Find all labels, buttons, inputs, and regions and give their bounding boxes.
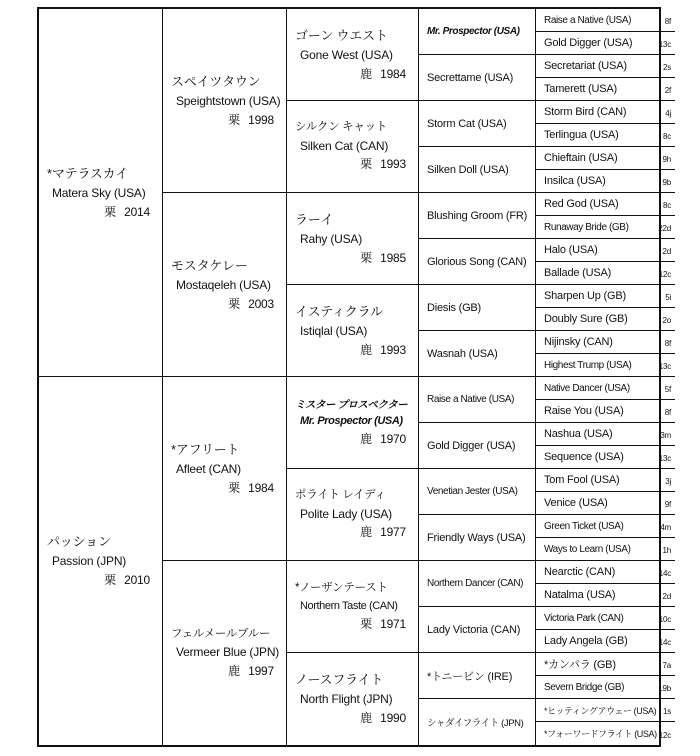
- horse-name-en: Speightstown (USA): [176, 93, 281, 108]
- horse-name: Raise You (USA): [544, 405, 624, 417]
- horse-name: Doubly Sure (GB): [544, 313, 628, 325]
- pedigree-cell-gen5: [536, 722, 675, 745]
- pedigree-cell-gen5: [536, 308, 675, 331]
- family-number: 22d: [658, 224, 672, 233]
- pedigree-cell-gen5: [536, 676, 675, 699]
- pedigree-cell-gen5: [536, 561, 675, 584]
- horse-name: Mr. Prospector (USA): [427, 26, 520, 37]
- pedigree-cell-gen4: [419, 101, 536, 147]
- pedigree-cell-gen5: [536, 101, 675, 124]
- family-number: 19b: [658, 684, 672, 693]
- pedigree-cell-gen5: [536, 124, 675, 147]
- horse-name: Nearctic (CAN): [544, 566, 616, 578]
- pedigree-cell-gen1: [39, 9, 163, 377]
- horse-name: Lady Victoria (CAN): [427, 623, 521, 636]
- family-number: 13c: [658, 362, 672, 371]
- horse-name-en: Matera Sky (USA): [52, 185, 146, 200]
- horse-name-en: Afleet (CAN): [176, 461, 241, 476]
- horse-name: Friendly Ways (USA): [427, 531, 526, 544]
- family-number: 9b: [662, 178, 672, 187]
- horse-name: Storm Cat (USA): [427, 117, 507, 130]
- horse-name: Diesis (GB): [427, 301, 482, 314]
- pedigree-cell-gen4: [419, 377, 536, 423]
- horse-name: Tom Fool (USA): [544, 474, 620, 486]
- horse-name: Tamerett (USA): [544, 83, 617, 95]
- family-number: 9h: [662, 155, 672, 164]
- family-number: 8f: [664, 17, 672, 26]
- pedigree-cell-gen1: [39, 377, 163, 745]
- pedigree-cell-gen5: [536, 239, 675, 262]
- horse-name-en: Northern Taste (CAN): [300, 599, 398, 612]
- horse-name: Storm Bird (CAN): [544, 106, 627, 118]
- family-number: 2f: [664, 86, 672, 95]
- family-number: 7a: [662, 661, 672, 670]
- pedigree-cell-gen2: [163, 561, 287, 745]
- horse-name-kana: *アフリート: [171, 441, 240, 457]
- horse-name: Lady Angela (GB): [544, 635, 628, 647]
- family-number: 8c: [662, 201, 672, 210]
- horse-name: Wasnah (USA): [427, 347, 498, 360]
- pedigree-cell-gen4: [419, 515, 536, 561]
- family-number: 1s: [662, 707, 672, 716]
- horse-name: Natalma (USA): [544, 589, 616, 601]
- pedigree-cell-gen5: [536, 262, 675, 285]
- horse-coat-year: 栗 1984: [228, 480, 274, 495]
- family-number: 4j: [665, 109, 672, 118]
- pedigree-cell-gen4: [419, 9, 536, 55]
- horse-name: Secrettame (USA): [427, 71, 514, 84]
- pedigree-cell-gen4: [419, 607, 536, 653]
- family-number: 8f: [664, 339, 672, 348]
- horse-name-kana: ゴーン ウエスト: [295, 27, 388, 43]
- horse-name: Silken Doll (USA): [427, 163, 509, 176]
- family-number: 5f: [664, 385, 672, 394]
- family-number: 2o: [662, 316, 672, 325]
- horse-name: *カンパラ (GB): [544, 659, 616, 671]
- family-number: 13c: [658, 40, 672, 49]
- pedigree-cell-gen3: [287, 653, 419, 745]
- pedigree-cell-gen5: [536, 630, 675, 653]
- pedigree-cell-gen4: [419, 331, 536, 377]
- horse-name-en: Polite Lady (USA): [300, 506, 392, 521]
- pedigree-cell-gen5: [536, 469, 675, 492]
- horse-name: Chieftain (USA): [544, 152, 618, 164]
- horse-coat-year: 鹿 1993: [360, 342, 406, 357]
- family-number: 3j: [665, 477, 672, 486]
- horse-name-kana: シルクン キャット: [295, 121, 387, 133]
- horse-name-kana: モスタケレー: [171, 257, 248, 273]
- horse-name: *ヒッティングアウェー (USA): [544, 705, 657, 716]
- horse-coat-year: 栗 2003: [228, 296, 274, 311]
- horse-name-kana: イスティクラル: [295, 303, 383, 319]
- horse-coat-year: 栗 1971: [360, 616, 406, 631]
- horse-name-en: Rahy (USA): [300, 231, 363, 246]
- pedigree-cell-gen5: [536, 193, 675, 216]
- horse-coat-year: 鹿 1990: [360, 711, 406, 726]
- family-number: 12c: [658, 730, 672, 740]
- pedigree-cell-gen3: [287, 561, 419, 653]
- pedigree-cell-gen3: [287, 377, 419, 469]
- family-number: 8c: [662, 132, 672, 141]
- pedigree-cell-gen4: [419, 239, 536, 285]
- family-number: 13c: [658, 454, 672, 463]
- pedigree-cell-gen4: [419, 55, 536, 101]
- horse-name: Red God (USA): [544, 198, 619, 210]
- family-number: 14c: [658, 569, 672, 578]
- horse-name: シャダイフライト (JPN): [427, 718, 524, 729]
- family-number: 1h: [662, 546, 672, 555]
- horse-name: Ballade (USA): [544, 267, 612, 279]
- horse-name: Terlingua (USA): [544, 129, 619, 141]
- pedigree-cell-gen5: [536, 32, 675, 55]
- horse-name: Gold Digger (USA): [544, 37, 633, 49]
- horse-name: Highest Trump (USA): [544, 359, 632, 371]
- horse-name: Venice (USA): [544, 497, 608, 509]
- pedigree-cell-gen3: [287, 101, 419, 193]
- pedigree-cell-gen5: [536, 170, 675, 193]
- pedigree-cell-gen5: [536, 515, 675, 538]
- horse-name-kana: *マテラスカイ: [47, 165, 128, 181]
- pedigree-cell-gen3: [287, 9, 419, 101]
- pedigree-cell-gen5: [536, 400, 675, 423]
- pedigree-cell-gen4: [419, 285, 536, 331]
- horse-coat-year: 鹿 1977: [360, 525, 406, 540]
- family-number: 2d: [662, 247, 672, 256]
- horse-coat-year: 栗 1998: [228, 112, 274, 127]
- pedigree-cell-gen5: [536, 446, 675, 469]
- horse-name: Runaway Bride (GB): [544, 221, 629, 233]
- horse-name: *トニービン (IRE): [427, 670, 513, 683]
- pedigree-cell-gen5: [536, 216, 675, 239]
- family-number: 10c: [658, 615, 672, 624]
- horse-name: Severn Bridge (GB): [544, 681, 625, 693]
- pedigree-cell-gen5: [536, 354, 675, 377]
- pedigree-cell-gen5: [536, 377, 675, 400]
- horse-coat-year: 鹿 1997: [228, 663, 274, 678]
- horse-name: Venetian Jester (USA): [427, 486, 518, 497]
- horse-name-kana: ミスター プロスペクター: [295, 398, 408, 411]
- pedigree-cell-gen4: [419, 423, 536, 469]
- horse-coat-year: 栗 1993: [360, 157, 406, 172]
- pedigree-cell-gen5: [536, 285, 675, 308]
- horse-name-en: Gone West (USA): [300, 47, 393, 62]
- family-number: 2s: [662, 63, 672, 72]
- pedigree-cell-gen5: [536, 538, 675, 561]
- horse-coat-year: 鹿 1970: [360, 431, 406, 446]
- horse-name: Native Dancer (USA): [544, 382, 630, 394]
- horse-name: Glorious Song (CAN): [427, 255, 527, 268]
- pedigree-cell-gen5: [536, 607, 675, 630]
- horse-name: Raise a Native (USA): [544, 14, 632, 26]
- horse-name-en: North Flight (JPN): [300, 692, 393, 707]
- pedigree-cell-gen3: [287, 193, 419, 285]
- horse-name-kana: スペイツタウン: [171, 73, 261, 89]
- pedigree-cell-gen4: [419, 699, 536, 745]
- family-number: 2d: [662, 592, 672, 601]
- pedigree-cell-gen4: [419, 561, 536, 607]
- horse-name-en: Mr. Prospector (USA): [300, 414, 403, 427]
- pedigree-cell-gen5: [536, 653, 675, 676]
- horse-coat-year: 栗 1985: [360, 250, 406, 265]
- horse-name: Northern Dancer (CAN): [427, 578, 524, 589]
- pedigree-cell-gen5: [536, 9, 675, 32]
- horse-name: Victoria Park (CAN): [544, 612, 624, 624]
- pedigree-cell-gen5: [536, 423, 675, 446]
- pedigree-cell-gen5: [536, 699, 675, 722]
- horse-name-kana: ポライト レイディ: [295, 489, 386, 501]
- pedigree-cell-gen3: [287, 285, 419, 377]
- horse-name: Nijinsky (CAN): [544, 336, 613, 348]
- horse-name-kana: *ノーザンテースト: [295, 581, 388, 594]
- horse-name-kana: ラーイ: [295, 211, 334, 227]
- horse-name: Ways to Learn (USA): [544, 543, 631, 555]
- horse-name: Raise a Native (USA): [427, 394, 515, 405]
- horse-name-en: Vermeer Blue (JPN): [176, 645, 280, 660]
- pedigree-cell-gen4: [419, 653, 536, 699]
- pedigree-cell-gen4: [419, 147, 536, 193]
- horse-name-kana: フェルメールブルー: [171, 627, 271, 640]
- pedigree-cell-gen5: [536, 147, 675, 170]
- horse-name: Secretariat (USA): [544, 60, 627, 72]
- pedigree-cell-gen3: [287, 469, 419, 561]
- horse-name: *フォーワードフライト (USA): [544, 729, 657, 739]
- family-number: 9f: [664, 500, 672, 509]
- pedigree-cell-gen2: [163, 377, 287, 561]
- horse-name-kana: パッション: [47, 534, 111, 550]
- horse-name: Sequence (USA): [544, 451, 624, 463]
- horse-coat-year: 栗 2010: [104, 573, 150, 588]
- family-number: 8f: [664, 408, 672, 417]
- pedigree-cell-gen2: [163, 9, 287, 193]
- pedigree-cell-gen2: [163, 193, 287, 377]
- horse-name: Gold Digger (USA): [427, 439, 516, 452]
- horse-name-kana: ノースフライト: [295, 672, 384, 688]
- horse-name: Blushing Groom (FR): [427, 209, 528, 222]
- horse-name: Sharpen Up (GB): [544, 290, 626, 302]
- horse-name-en: Passion (JPN): [52, 554, 127, 569]
- horse-name-en: Istiqlal (USA): [300, 323, 368, 338]
- horse-name: Halo (USA): [544, 244, 598, 256]
- horse-name: Insilca (USA): [544, 175, 606, 187]
- pedigree-cell-gen4: [419, 469, 536, 515]
- family-number: 5i: [665, 293, 672, 302]
- family-number: 3m: [660, 431, 672, 440]
- horse-name-en: Mostaqeleh (USA): [176, 277, 271, 292]
- pedigree-cell-gen4: [419, 193, 536, 239]
- horse-coat-year: 鹿 1984: [360, 66, 406, 81]
- pedigree-cell-gen5: [536, 331, 675, 354]
- horse-coat-year: 栗 2014: [104, 204, 150, 219]
- horse-name: Green Ticket (USA): [544, 520, 624, 532]
- pedigree-table: [37, 7, 672, 747]
- family-number: 12c: [658, 270, 672, 279]
- pedigree-cell-gen5: [536, 78, 675, 101]
- horse-name: Nashua (USA): [544, 428, 613, 440]
- pedigree-cell-gen5: [536, 492, 675, 515]
- family-number: 14c: [658, 638, 672, 647]
- family-number: 4m: [660, 523, 672, 532]
- pedigree-cell-gen5: [536, 584, 675, 607]
- horse-name-en: Silken Cat (CAN): [300, 138, 389, 153]
- pedigree-cell-gen5: [536, 55, 675, 78]
